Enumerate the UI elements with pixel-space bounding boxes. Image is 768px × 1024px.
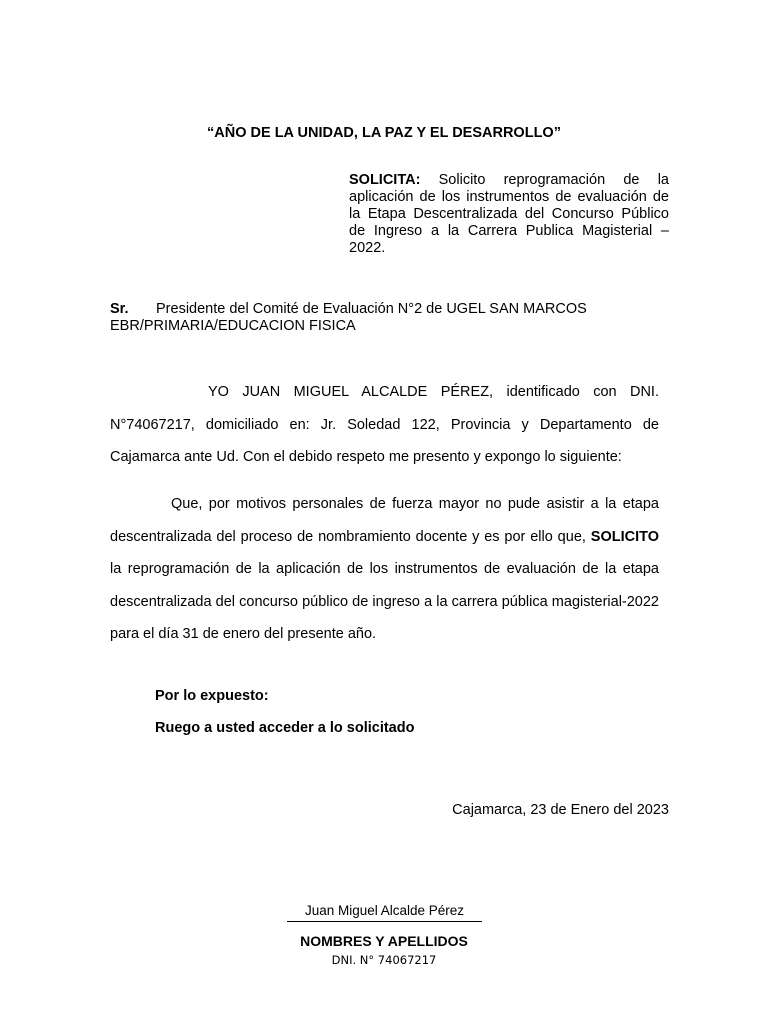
closing-line-1: Por lo expuesto:	[155, 688, 269, 704]
recipient-title: Presidente del Comité de Evaluación N°2 de UGEL SAN MARCOS	[156, 301, 587, 317]
signature-name: Juan Miguel Alcalde Pérez	[304, 903, 465, 918]
year-title: “AÑO DE LA UNIDAD, LA PAZ Y EL DESARROLLO”	[207, 125, 561, 141]
body-paragraph-2	[110, 488, 659, 651]
paragraph-2-part-2: la reprogramación de la aplicación de los instrumentos de evaluación de la etapa descentralizada del concurso público de ingreso a la carrera pública magisterial-2022 para el día 31 de enero del presente año.	[110, 561, 659, 642]
solicita-text: Solicito reprogramación de la aplicación de los instrumentos de evaluación de la Etapa Descentralizada del Concurso Público de Ingreso a la Carrera Publica Magisterial – 2022.	[349, 172, 669, 256]
recipient-block	[110, 301, 587, 335]
signature-line	[287, 921, 482, 922]
solicito-keyword: SOLICITO	[590, 528, 660, 545]
closing-line-2: Ruego a usted acceder a lo solicitado	[155, 720, 415, 736]
recipient-line-2: EBR/PRIMARIA/EDUCACION FISICA	[110, 318, 356, 334]
recipient-line-1	[110, 301, 587, 318]
solicita-block	[349, 172, 669, 257]
signature-label: NOMBRES Y APELLIDOS	[300, 933, 468, 949]
body-paragraph-1: YO JUAN MIGUEL ALCALDE PÉREZ, identificado con DNI. N°74067217, domiciliado en: Jr. Soledad 122, Provincia y Departamento de Cajamarca ante Ud. Con el debido respeto me presento y expongo lo siguiente:	[110, 384, 659, 465]
place-date: Cajamarca, 23 de Enero del 2023	[452, 802, 669, 818]
signature-dni: DNI. N° 74067217	[331, 953, 437, 967]
paragraph-2-part-1: Que, por motivos personales de fuerza mayor no pude asistir a la etapa descentralizada del proceso de nombramiento docente y es por ello que,	[110, 496, 659, 545]
salutation: Sr.	[110, 301, 129, 317]
solicita-label: SOLICITA:	[349, 172, 421, 188]
